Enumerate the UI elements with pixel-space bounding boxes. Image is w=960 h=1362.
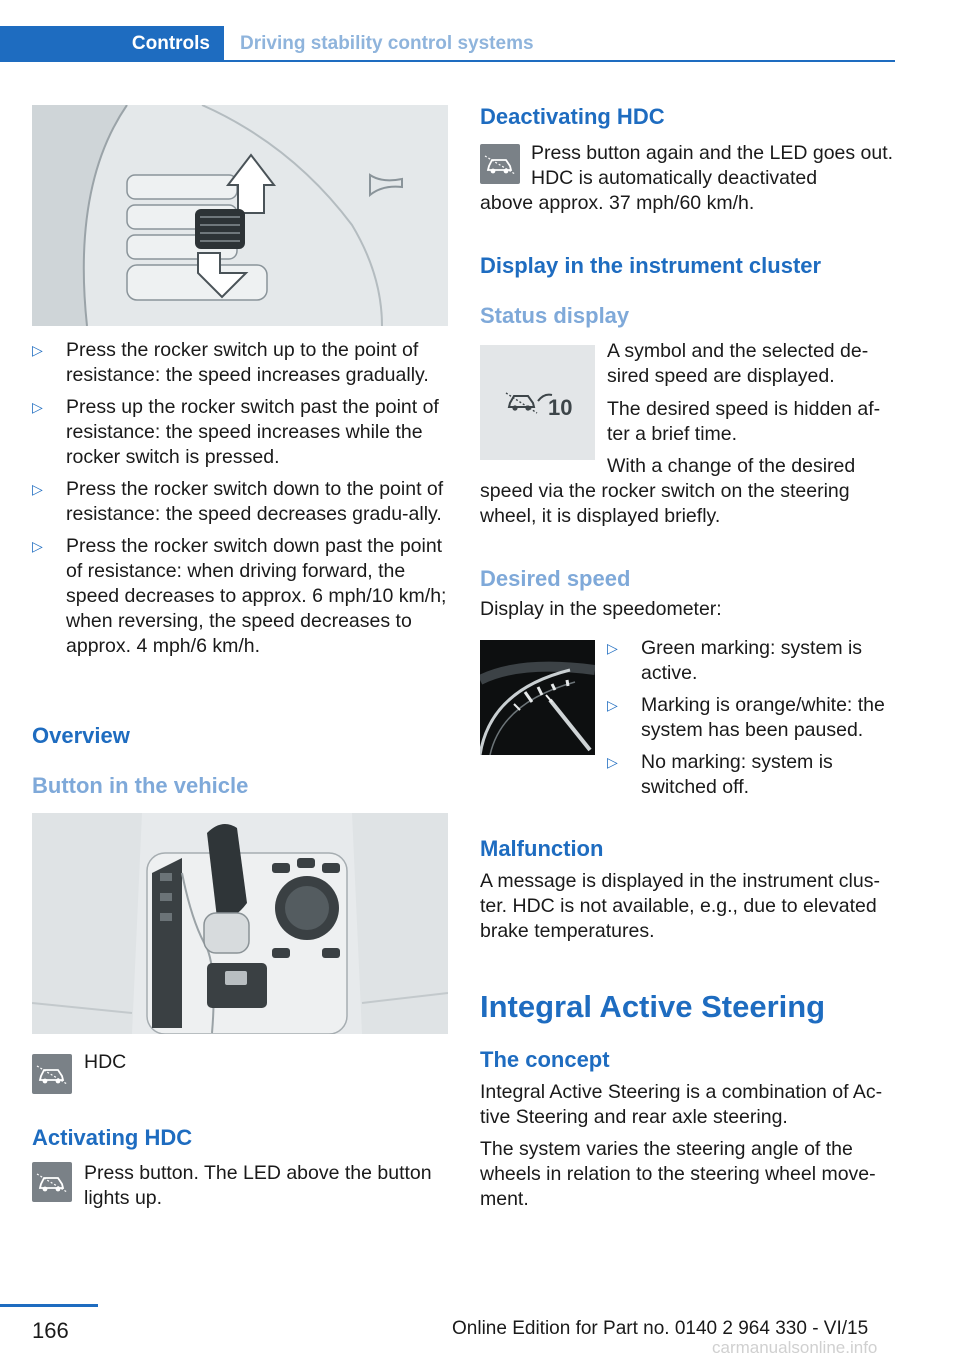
list-item: ▷ Marking is orange/white: the system has been paused. <box>607 694 885 741</box>
overview-heading: Overview <box>32 723 130 748</box>
integral-active-steering-heading: Integral Active Steering <box>480 989 826 1024</box>
triangle-bullet-icon: ▷ <box>32 342 43 358</box>
triangle-bullet-icon: ▷ <box>607 640 618 656</box>
rocker-switch-bullets <box>32 338 448 666</box>
deactivating-hdc-text-cont: above approx. 37 mph/60 km/h. <box>480 192 755 214</box>
list-item: ▷ Press the rocker switch down past the point of resistance: when driving forward, the speed decreases to approx. 6 mph/10 km/h; when reversing, the speed decreases to approx. 4 mph/6 km/h. <box>32 535 447 657</box>
status-display-text-3-cont: speed via the rocker switch on the steering wheel, it is displayed briefly. <box>480 480 850 527</box>
malfunction-heading: Malfunction <box>480 836 604 861</box>
rocker-switch-illustration <box>32 105 448 326</box>
button-in-vehicle-heading: Button in the vehicle <box>32 773 249 798</box>
instrument-cluster-heading: Display in the instrument cluster <box>480 253 822 278</box>
list-item: ▷ Press the rocker switch down to the point of resistance: the speed decreases gradu‐ally. <box>32 478 444 525</box>
hdc-label: HDC <box>84 1051 127 1073</box>
list-item: ▷ Green marking: system is active. <box>607 637 863 684</box>
list-item: ▷ Press the rocker switch up to the point of resistance: the speed increases gradually. <box>32 339 429 386</box>
status-display-heading: Status display <box>480 303 630 328</box>
speedometer-marking-image <box>480 640 595 755</box>
triangle-bullet-icon: ▷ <box>607 754 618 770</box>
list-item: ▷ Press up the rocker switch past the point of resistance: the speed increases while the rocker switch is pressed. <box>32 396 439 468</box>
concept-text-1: Integral Active Steering is a combination of Ac‐tive Steering and rear axle steering. <box>480 1081 883 1128</box>
activating-hdc-text: Press button. The LED above the button lights up. <box>84 1162 432 1209</box>
deactivating-hdc-text: Press button again and the LED goes out. HDC is automatically deactivated <box>531 142 894 189</box>
status-display-text-1: A symbol and the selected de‐sired speed are displayed. <box>607 340 869 387</box>
watermark: carmanualsonline.info <box>712 1338 878 1357</box>
status-display-symbol <box>480 345 595 460</box>
concept-text-2: The system varies the steering angle of the wheels in relation to the steering wheel move‐ment. <box>480 1138 876 1210</box>
list-item: ▷ No marking: system is switched off. <box>607 751 833 798</box>
deactivating-hdc-heading: Deactivating HDC <box>480 104 665 129</box>
triangle-bullet-icon: ▷ <box>32 538 43 554</box>
footer-rule <box>0 1304 98 1307</box>
triangle-bullet-icon: ▷ <box>32 481 43 497</box>
hdc-button-icon <box>32 1162 72 1202</box>
triangle-bullet-icon: ▷ <box>32 399 43 415</box>
status-speed-value: 10 <box>548 395 573 420</box>
desired-speed-bullets <box>607 636 895 807</box>
page-header <box>0 26 895 62</box>
header-rule <box>224 60 895 62</box>
status-display-text-2: The desired speed is hidden af‐ter a brief time. <box>607 398 881 445</box>
desired-speed-heading: Desired speed <box>480 566 631 591</box>
section-tab: Controls <box>0 26 224 62</box>
center-console-illustration <box>32 813 448 1034</box>
edition-text: Online Edition for Part no. 0140 2 964 330 - VI/15 <box>452 1318 869 1339</box>
hdc-button-icon <box>32 1054 72 1094</box>
desired-speed-intro: Display in the speedometer: <box>480 598 722 620</box>
malfunction-text: A message is displayed in the instrument clus‐ter. HDC is not available, e.g., due to elevated brake temperatures. <box>480 870 880 942</box>
subsection-title: Driving stability control systems <box>240 33 534 54</box>
status-display-text-3: With a change of the desired <box>607 455 856 477</box>
activating-hdc-heading: Activating HDC <box>32 1125 193 1150</box>
the-concept-heading: The concept <box>480 1047 610 1072</box>
triangle-bullet-icon: ▷ <box>607 697 618 713</box>
hdc-button-icon <box>480 144 520 184</box>
page-number: 166 <box>32 1318 69 1343</box>
